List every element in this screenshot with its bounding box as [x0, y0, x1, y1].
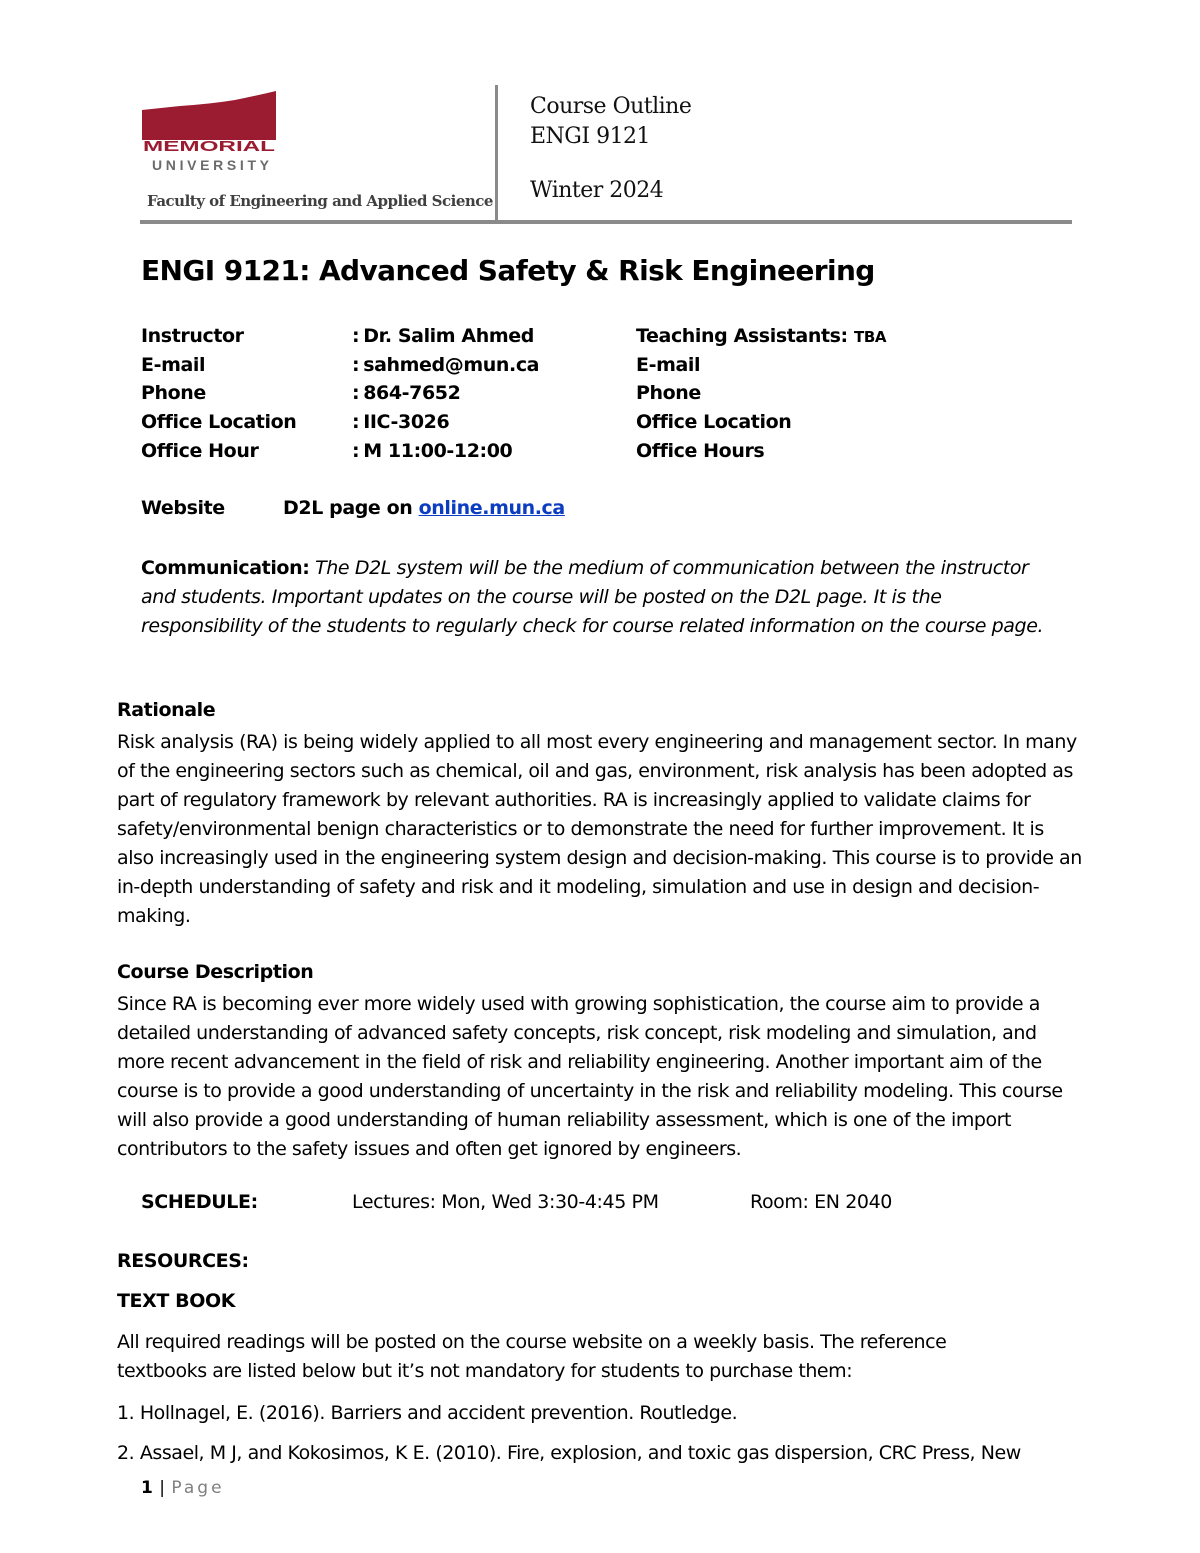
ta-heading-value: TBA — [853, 328, 887, 346]
term: Winter 2024 — [530, 178, 664, 203]
office-hour-label: Office Hour — [141, 440, 259, 462]
ta-email-label: E-mail — [636, 354, 701, 376]
instructor-phone: 864-7652 — [363, 382, 461, 404]
page-label: Page — [171, 1478, 225, 1498]
schedule-label: SCHEDULE: — [141, 1191, 258, 1213]
textbook-heading: TEXT BOOK — [117, 1290, 236, 1312]
phone-label: Phone — [141, 382, 206, 404]
instructor-name: Dr. Salim Ahmed — [363, 325, 534, 347]
header-divider-vertical — [495, 85, 498, 222]
logo-text-bottom: UNIVERSITY — [152, 157, 272, 173]
instructor-office-hour: M 11:00-12:00 — [363, 440, 513, 462]
ta-heading-label: Teaching Assistants: — [636, 325, 848, 347]
document-type: Course Outline — [530, 94, 692, 119]
page-title: ENGI 9121: Advanced Safety & Risk Engineering — [141, 254, 875, 287]
communication-paragraph — [141, 554, 1061, 641]
reference-item: 2. Assael, M J, and Kokosimos, K E. (2010). Fire, explosion, and toxic gas dispersion, CRC Press, New — [117, 1442, 1021, 1464]
rationale-text: Risk analysis (RA) is being widely applied to all most every engineering and management sector. In many of the engineering sectors such as chemical, oil and gas, environment, risk analysis has been adopted as part of regulatory framework by relevant authorities. RA is increasingly applied to validate claims for safety/environmental benign characteristics or to demonstrate the need for further improvement. It is also increasingly used in the engineering system design and decision-making. This course is to provide an in-depth understanding of safety and risk and it modeling, simulation and use in design and decision-making. — [117, 731, 1082, 927]
resources-heading: RESOURCES: — [117, 1250, 249, 1272]
email-label: E-mail — [141, 354, 206, 376]
office-hour-value: : M 11:00-12:00 — [352, 440, 513, 462]
ta-phone-label: Phone — [636, 382, 701, 404]
schedule-room: Room: EN 2040 — [750, 1191, 892, 1213]
page-number: 1 — [141, 1478, 154, 1498]
faculty-name: Faculty of Engineering and Applied Science — [147, 192, 493, 210]
memorial-university-logo — [140, 90, 280, 176]
schedule-lectures: Lectures: Mon, Wed 3:30-4:45 PM — [352, 1191, 659, 1213]
website-value — [283, 497, 565, 519]
page-footer — [141, 1478, 225, 1498]
logo-text-top: MEMORIAL — [143, 139, 276, 155]
website-link[interactable]: online.mun.ca — [418, 497, 565, 519]
phone-value: : 864-7652 — [352, 382, 461, 404]
website-prefix: D2L page on — [283, 497, 413, 519]
office-location-value: : IIC-3026 — [352, 411, 450, 433]
website-label: Website — [141, 497, 225, 519]
rationale-heading: Rationale — [117, 699, 216, 721]
footer-separator: | — [159, 1478, 166, 1498]
communication-label: Communication: — [141, 557, 310, 579]
header-course-code: ENGI 9121 — [530, 124, 651, 149]
ta-heading — [636, 325, 886, 347]
readings-intro: All required readings will be posted on the course website on a weekly basis. The reference textbooks are listed below but it’s not mandatory for students to purchase them: — [117, 1331, 947, 1382]
course-description-text: Since RA is becoming ever more widely used with growing sophistication, the course aim to provide a detailed understanding of advanced safety concepts, risk concept, risk modeling and simulation, and more recent advancement in the field of risk and reliability engineering. Another important aim of the course is to provide a good understanding of uncertainty in the risk and reliability modeling. This course will also provide a good understanding of human reliability assessment, which is one of the import contributors to the safety issues and often get ignored by engineers. — [117, 993, 1063, 1160]
header-divider-horizontal — [140, 220, 1072, 224]
ta-office-location-label: Office Location — [636, 411, 792, 433]
instructor-email: sahmed@mun.ca — [363, 354, 540, 376]
instructor-office: IIC-3026 — [363, 411, 450, 433]
email-value: : sahmed@mun.ca — [352, 354, 540, 376]
reference-item: 1. Hollnagel, E. (2016). Barriers and accident prevention. Routledge. — [117, 1402, 738, 1424]
communication-text: The D2L system will be the medium of communication between the instructor and students. Important updates on the course will be posted on the D2L page. It is the responsibility of the students to regularly check for course related information on the course page. — [141, 557, 1044, 637]
office-location-label: Office Location — [141, 411, 297, 433]
ta-office-hours-label: Office Hours — [636, 440, 765, 462]
instructor-label: Instructor — [141, 325, 244, 347]
instructor-value: : Dr. Salim Ahmed — [352, 325, 534, 347]
course-description-heading: Course Description — [117, 961, 314, 983]
